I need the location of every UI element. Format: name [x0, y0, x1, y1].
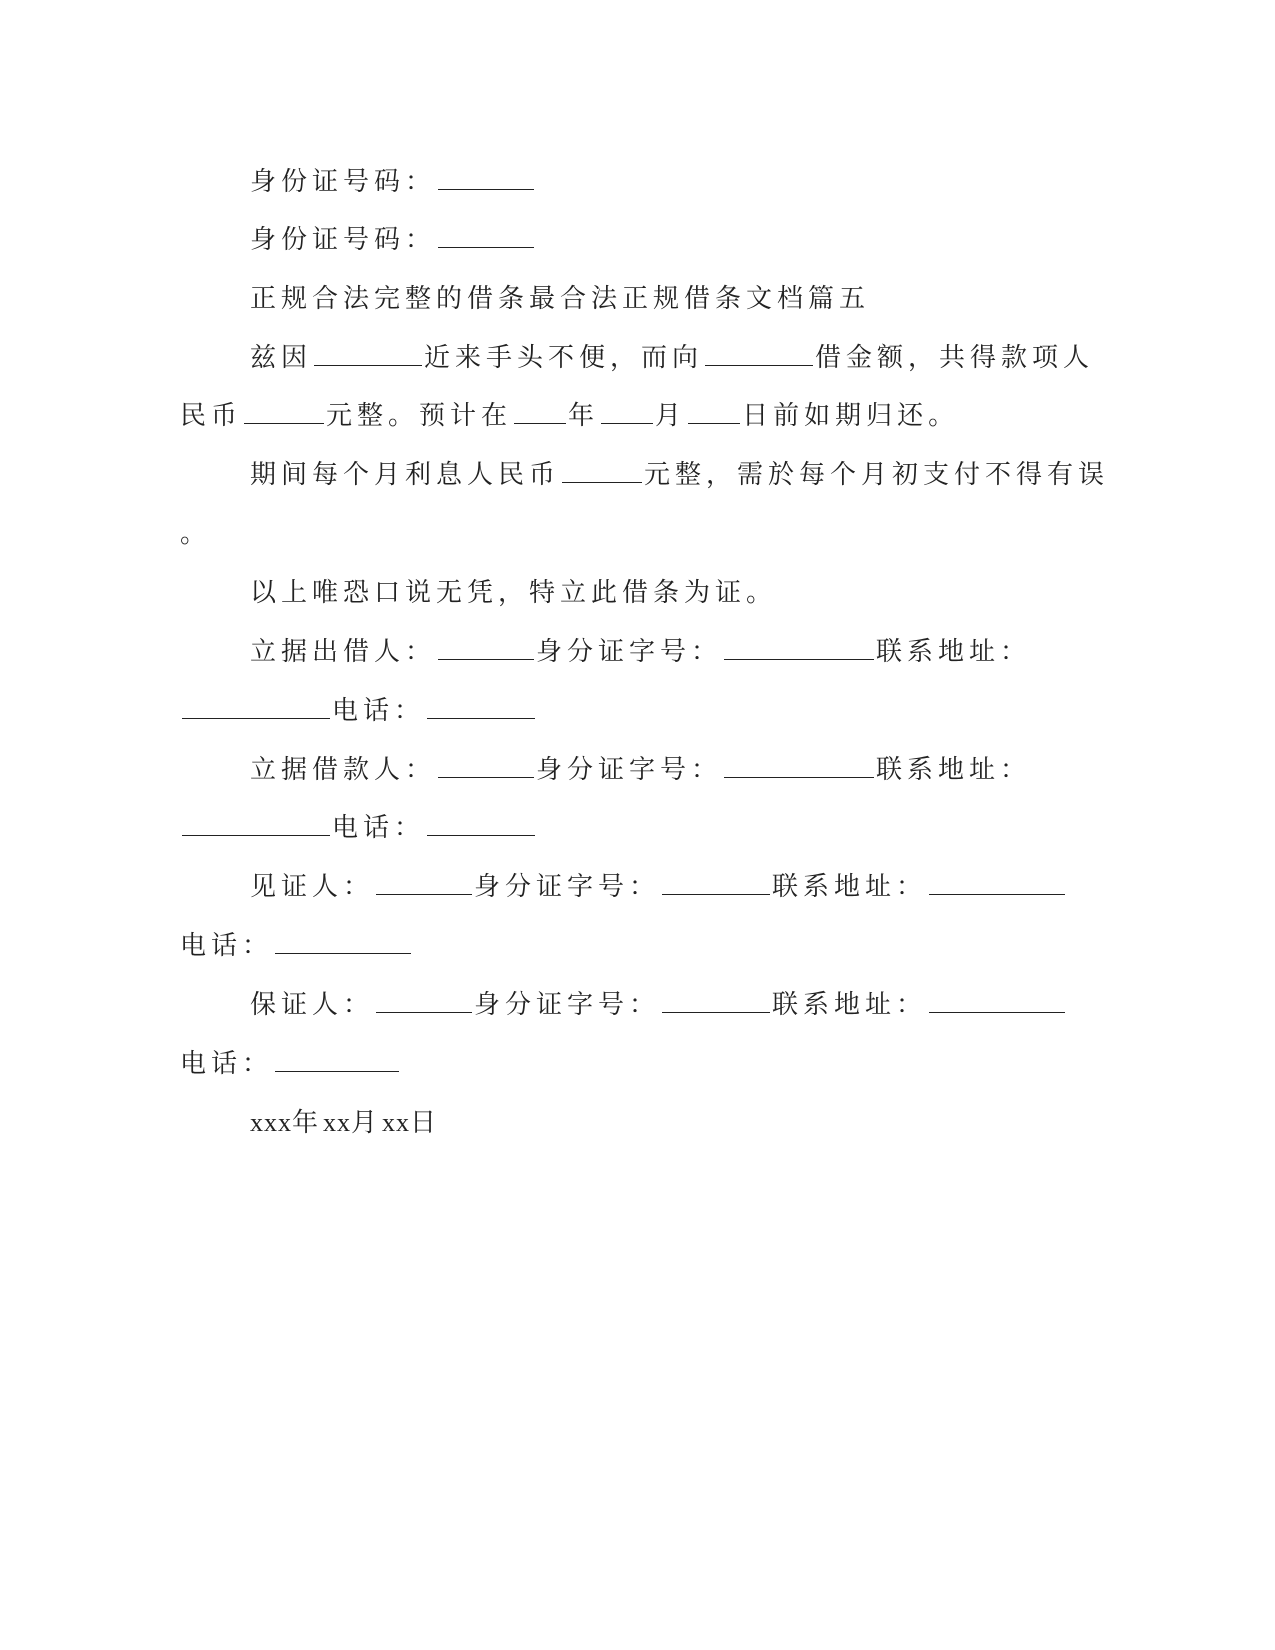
blank-field [376, 893, 472, 895]
borrower-label: 立据借款人： [250, 755, 437, 785]
date-day: xx [382, 1108, 411, 1137]
date-month-unit: 月 [351, 1108, 383, 1138]
text-segment: 近来手头不便，而向 [424, 343, 704, 373]
blank-field [376, 1011, 472, 1013]
date-year: xxx [250, 1108, 292, 1137]
date-month: xx [323, 1108, 352, 1137]
blank-field [427, 834, 535, 836]
blank-field [438, 776, 534, 778]
guarantor-line-2 [180, 1044, 401, 1084]
paragraph-interest-line-1 [250, 455, 1109, 495]
section-heading: 正规合法完整的借条最合法正规借条文档篇五 [250, 284, 871, 314]
id-number-label: 身份证号码： [250, 225, 437, 255]
blank-field [244, 422, 324, 424]
text-segment: 日前如期归还。 [742, 401, 960, 431]
blank-field [662, 1011, 770, 1013]
blank-field [275, 952, 411, 954]
blank-field [438, 246, 534, 248]
blank-field [688, 422, 740, 424]
paragraph-closing: 以上唯恐口说无凭，特立此借条为证。 [250, 578, 778, 608]
id-label: 身分证字号： [474, 990, 661, 1020]
blank-field [601, 422, 653, 424]
phone-label: 电话： [180, 931, 274, 961]
lender-line-2 [180, 691, 537, 731]
text-segment: 借金额，共得款项人 [815, 343, 1095, 373]
witness-label: 见证人： [250, 872, 375, 902]
address-label: 联系地址： [876, 637, 1032, 667]
address-label: 联系地址： [772, 990, 928, 1020]
id-number-label: 身份证号码： [250, 167, 437, 197]
blank-field [724, 658, 874, 660]
blank-field [724, 776, 874, 778]
phone-label: 电话： [332, 813, 426, 843]
id-label: 身分证字号： [536, 755, 723, 785]
date-line [250, 1103, 441, 1143]
blank-field [438, 188, 534, 190]
phone-label: 电话： [180, 1049, 274, 1079]
text-segment: 年 [568, 401, 600, 431]
blank-field [314, 364, 422, 366]
borrower-line-2 [180, 808, 537, 848]
id-label: 身分证字号： [474, 872, 661, 902]
paragraph-loan-line-1 [250, 338, 1094, 378]
text-segment: 兹因 [250, 343, 313, 373]
text-segment: 月 [655, 401, 687, 431]
blank-field [662, 893, 770, 895]
blank-field [929, 1011, 1065, 1013]
blank-field [514, 422, 566, 424]
address-label: 联系地址： [772, 872, 928, 902]
blank-field [427, 717, 535, 719]
blank-field [438, 658, 534, 660]
blank-field [562, 481, 642, 483]
phone-label: 电话： [332, 696, 426, 726]
text-segment: 元整。预计在 [326, 401, 513, 431]
witness-line-1 [250, 867, 1067, 907]
borrower-line-1 [250, 750, 1031, 790]
blank-field [182, 834, 330, 836]
blank-field [929, 893, 1065, 895]
id-number-line-1 [250, 162, 536, 202]
guarantor-line-1 [250, 985, 1067, 1025]
witness-line-2 [180, 926, 413, 966]
text-segment: 期间每个月利息人民币 [250, 460, 561, 490]
text-segment: 民币 [180, 401, 243, 431]
date-year-unit: 年 [292, 1108, 324, 1138]
text-segment: 元整，需於每个月初支付不得有误 [644, 460, 1110, 490]
date-day-unit: 日 [410, 1108, 442, 1138]
id-label: 身分证字号： [536, 637, 723, 667]
address-label: 联系地址： [876, 755, 1032, 785]
paragraph-loan-line-2 [180, 396, 959, 436]
blank-field [275, 1070, 399, 1072]
id-number-line-2 [250, 220, 536, 260]
lender-line-1 [250, 632, 1031, 672]
paragraph-interest-line-2: 。 [180, 519, 212, 549]
guarantor-label: 保证人： [250, 990, 375, 1020]
blank-field [705, 364, 813, 366]
blank-field [182, 717, 330, 719]
lender-label: 立据出借人： [250, 637, 437, 667]
